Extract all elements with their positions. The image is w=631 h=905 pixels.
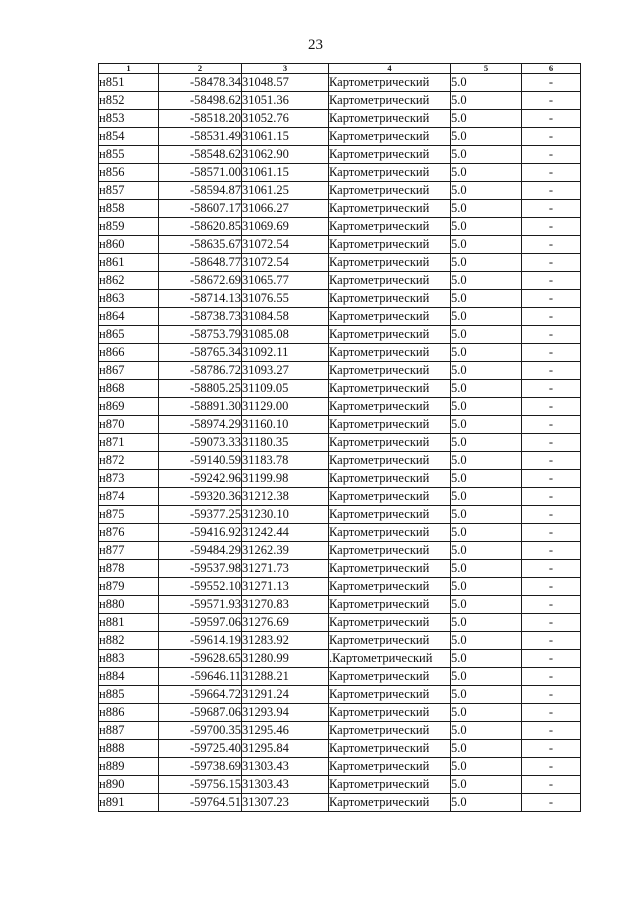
x-coordinate-cell: -58548.62 [159, 146, 242, 164]
note-cell: - [522, 740, 581, 758]
point-id-cell: н873 [99, 470, 159, 488]
point-id-cell: н886 [99, 704, 159, 722]
method-cell: Картометрический [329, 722, 451, 740]
y-coordinate-cell: 31076.55 [242, 290, 329, 308]
x-coordinate-cell: -59687.06 [159, 704, 242, 722]
table-row [99, 668, 581, 686]
precision-cell: 5.0 [451, 128, 522, 146]
precision-cell: 5.0 [451, 380, 522, 398]
table-row [99, 380, 581, 398]
method-cell: Картометрический [329, 218, 451, 236]
note-cell: - [522, 614, 581, 632]
point-id-cell: н859 [99, 218, 159, 236]
table-row [99, 776, 581, 794]
note-cell: - [522, 794, 581, 812]
table-row [99, 92, 581, 110]
method-cell: Картометрический [329, 200, 451, 218]
precision-cell: 5.0 [451, 344, 522, 362]
table-row [99, 308, 581, 326]
table-row [99, 470, 581, 488]
table-row [99, 344, 581, 362]
precision-cell: 5.0 [451, 488, 522, 506]
point-id-cell: н869 [99, 398, 159, 416]
note-cell: - [522, 578, 581, 596]
y-coordinate-cell: 31262.39 [242, 542, 329, 560]
method-cell: Картометрический [329, 326, 451, 344]
precision-cell: 5.0 [451, 542, 522, 560]
x-coordinate-cell: -59756.15 [159, 776, 242, 794]
table-row [99, 326, 581, 344]
x-coordinate-cell: -58738.73 [159, 308, 242, 326]
y-coordinate-cell: 31051.36 [242, 92, 329, 110]
y-coordinate-cell: 31092.11 [242, 344, 329, 362]
y-coordinate-cell: 31271.73 [242, 560, 329, 578]
point-id-cell: н883 [99, 650, 159, 668]
y-coordinate-cell: 31283.92 [242, 632, 329, 650]
column-header: 1 [99, 64, 159, 74]
x-coordinate-cell: -58786.72 [159, 362, 242, 380]
table-row [99, 272, 581, 290]
y-coordinate-cell: 31276.69 [242, 614, 329, 632]
x-coordinate-cell: -59664.72 [159, 686, 242, 704]
precision-cell: 5.0 [451, 686, 522, 704]
note-cell: - [522, 110, 581, 128]
table-row [99, 740, 581, 758]
y-coordinate-cell: 31230.10 [242, 506, 329, 524]
y-coordinate-cell: 31199.98 [242, 470, 329, 488]
precision-cell: 5.0 [451, 218, 522, 236]
y-coordinate-cell: 31291.24 [242, 686, 329, 704]
note-cell: - [522, 164, 581, 182]
point-id-cell: н878 [99, 560, 159, 578]
x-coordinate-cell: -59646.11 [159, 668, 242, 686]
precision-cell: 5.0 [451, 614, 522, 632]
note-cell: - [522, 668, 581, 686]
y-coordinate-cell: 31303.43 [242, 758, 329, 776]
note-cell: - [522, 524, 581, 542]
point-id-cell: н852 [99, 92, 159, 110]
point-id-cell: н854 [99, 128, 159, 146]
method-cell: Картометрический [329, 146, 451, 164]
method-cell: Картометрический [329, 380, 451, 398]
table-row [99, 506, 581, 524]
precision-cell: 5.0 [451, 740, 522, 758]
x-coordinate-cell: -59073.33 [159, 434, 242, 452]
precision-cell: 5.0 [451, 704, 522, 722]
note-cell: - [522, 362, 581, 380]
method-cell: Картометрический [329, 128, 451, 146]
y-coordinate-cell: 31093.27 [242, 362, 329, 380]
x-coordinate-cell: -59552.10 [159, 578, 242, 596]
x-coordinate-cell: -59416.92 [159, 524, 242, 542]
method-cell: Картометрический [329, 794, 451, 812]
method-cell: Картометрический [329, 632, 451, 650]
point-id-cell: н864 [99, 308, 159, 326]
y-coordinate-cell: 31295.84 [242, 740, 329, 758]
table-row [99, 236, 581, 254]
method-cell: Картометрический [329, 416, 451, 434]
x-coordinate-cell: -59725.40 [159, 740, 242, 758]
x-coordinate-cell: -58635.67 [159, 236, 242, 254]
method-cell: Картометрический [329, 488, 451, 506]
table-row [99, 794, 581, 812]
x-coordinate-cell: -59764.51 [159, 794, 242, 812]
note-cell: - [522, 218, 581, 236]
y-coordinate-cell: 31180.35 [242, 434, 329, 452]
method-cell: Картометрический [329, 596, 451, 614]
x-coordinate-cell: -59320.36 [159, 488, 242, 506]
y-coordinate-cell: 31242.44 [242, 524, 329, 542]
table-row [99, 722, 581, 740]
method-cell: Картометрический [329, 272, 451, 290]
y-coordinate-cell: 31062.90 [242, 146, 329, 164]
point-id-cell: н881 [99, 614, 159, 632]
y-coordinate-cell: 31270.83 [242, 596, 329, 614]
note-cell: - [522, 74, 581, 92]
x-coordinate-cell: -58607.17 [159, 200, 242, 218]
table-row [99, 398, 581, 416]
point-id-cell: н876 [99, 524, 159, 542]
x-coordinate-cell: -58672.69 [159, 272, 242, 290]
note-cell: - [522, 434, 581, 452]
table-row [99, 686, 581, 704]
point-id-cell: н857 [99, 182, 159, 200]
note-cell: - [522, 632, 581, 650]
y-coordinate-cell: 31069.69 [242, 218, 329, 236]
precision-cell: 5.0 [451, 650, 522, 668]
method-cell: Картометрический [329, 704, 451, 722]
point-id-cell: н856 [99, 164, 159, 182]
table-header-row [99, 64, 581, 74]
precision-cell: 5.0 [451, 308, 522, 326]
precision-cell: 5.0 [451, 722, 522, 740]
method-cell: Картометрический [329, 578, 451, 596]
precision-cell: 5.0 [451, 596, 522, 614]
x-coordinate-cell: -59738.69 [159, 758, 242, 776]
method-cell: Картометрический [329, 92, 451, 110]
precision-cell: 5.0 [451, 74, 522, 92]
y-coordinate-cell: 31061.15 [242, 164, 329, 182]
table-row [99, 200, 581, 218]
method-cell: Картометрический [329, 398, 451, 416]
note-cell: - [522, 326, 581, 344]
table-row [99, 488, 581, 506]
point-id-cell: н865 [99, 326, 159, 344]
y-coordinate-cell: 31066.27 [242, 200, 329, 218]
table-row [99, 542, 581, 560]
table-row [99, 632, 581, 650]
precision-cell: 5.0 [451, 254, 522, 272]
y-coordinate-cell: 31293.94 [242, 704, 329, 722]
y-coordinate-cell: 31303.43 [242, 776, 329, 794]
point-id-cell: н885 [99, 686, 159, 704]
precision-cell: 5.0 [451, 668, 522, 686]
x-coordinate-cell: -58531.49 [159, 128, 242, 146]
method-cell: Картометрический [329, 434, 451, 452]
y-coordinate-cell: 31212.38 [242, 488, 329, 506]
method-cell: Картометрический [329, 560, 451, 578]
y-coordinate-cell: 31061.25 [242, 182, 329, 200]
x-coordinate-cell: -58753.79 [159, 326, 242, 344]
page-number: 23 [308, 37, 323, 53]
x-coordinate-cell: -58974.29 [159, 416, 242, 434]
method-cell: Картометрический [329, 542, 451, 560]
method-cell: Картометрический [329, 344, 451, 362]
precision-cell: 5.0 [451, 758, 522, 776]
point-id-cell: н889 [99, 758, 159, 776]
point-id-cell: н877 [99, 542, 159, 560]
table-row [99, 524, 581, 542]
point-id-cell: н879 [99, 578, 159, 596]
point-id-cell: н872 [99, 452, 159, 470]
x-coordinate-cell: -59140.59 [159, 452, 242, 470]
precision-cell: 5.0 [451, 110, 522, 128]
note-cell: - [522, 380, 581, 398]
column-header: 3 [242, 64, 329, 74]
y-coordinate-cell: 31072.54 [242, 254, 329, 272]
note-cell: - [522, 542, 581, 560]
x-coordinate-cell: -59614.19 [159, 632, 242, 650]
precision-cell: 5.0 [451, 236, 522, 254]
note-cell: - [522, 272, 581, 290]
x-coordinate-cell: -58478.34 [159, 74, 242, 92]
precision-cell: 5.0 [451, 290, 522, 308]
note-cell: - [522, 704, 581, 722]
method-cell: Картометрический [329, 290, 451, 308]
y-coordinate-cell: 31072.54 [242, 236, 329, 254]
note-cell: - [522, 650, 581, 668]
method-cell: Картометрический [329, 686, 451, 704]
point-id-cell: н855 [99, 146, 159, 164]
y-coordinate-cell: 31109.05 [242, 380, 329, 398]
table-row [99, 578, 581, 596]
method-cell: Картометрический [329, 614, 451, 632]
point-id-cell: н888 [99, 740, 159, 758]
y-coordinate-cell: 31048.57 [242, 74, 329, 92]
table-row [99, 128, 581, 146]
point-id-cell: н866 [99, 344, 159, 362]
x-coordinate-cell: -59242.96 [159, 470, 242, 488]
point-id-cell: н861 [99, 254, 159, 272]
x-coordinate-cell: -59700.35 [159, 722, 242, 740]
note-cell: - [522, 470, 581, 488]
y-coordinate-cell: 31084.58 [242, 308, 329, 326]
y-coordinate-cell: 31280.99 [242, 650, 329, 668]
precision-cell: 5.0 [451, 146, 522, 164]
method-cell: Картометрический [329, 74, 451, 92]
y-coordinate-cell: 31295.46 [242, 722, 329, 740]
y-coordinate-cell: 31183.78 [242, 452, 329, 470]
y-coordinate-cell: 31065.77 [242, 272, 329, 290]
x-coordinate-cell: -58594.87 [159, 182, 242, 200]
table-row [99, 218, 581, 236]
point-id-cell: н880 [99, 596, 159, 614]
note-cell: - [522, 596, 581, 614]
table-row [99, 560, 581, 578]
x-coordinate-cell: -59484.29 [159, 542, 242, 560]
precision-cell: 5.0 [451, 470, 522, 488]
x-coordinate-cell: -59377.25 [159, 506, 242, 524]
precision-cell: 5.0 [451, 164, 522, 182]
precision-cell: 5.0 [451, 398, 522, 416]
precision-cell: 5.0 [451, 272, 522, 290]
method-cell: Картометрический [329, 758, 451, 776]
point-id-cell: н851 [99, 74, 159, 92]
x-coordinate-cell: -58518.20 [159, 110, 242, 128]
note-cell: - [522, 398, 581, 416]
method-cell: Картометрический [329, 524, 451, 542]
y-coordinate-cell: 31160.10 [242, 416, 329, 434]
column-header: 6 [522, 64, 581, 74]
table-row [99, 74, 581, 92]
column-header: 4 [329, 64, 451, 74]
point-id-cell: н890 [99, 776, 159, 794]
note-cell: - [522, 146, 581, 164]
note-cell: - [522, 416, 581, 434]
x-coordinate-cell: -58498.62 [159, 92, 242, 110]
precision-cell: 5.0 [451, 434, 522, 452]
precision-cell: 5.0 [451, 452, 522, 470]
precision-cell: 5.0 [451, 632, 522, 650]
table-row [99, 146, 581, 164]
y-coordinate-cell: 31307.23 [242, 794, 329, 812]
note-cell: - [522, 722, 581, 740]
method-cell: Картометрический [329, 740, 451, 758]
note-cell: - [522, 92, 581, 110]
precision-cell: 5.0 [451, 326, 522, 344]
point-id-cell: н863 [99, 290, 159, 308]
point-id-cell: н853 [99, 110, 159, 128]
table-row [99, 650, 581, 668]
point-id-cell: н874 [99, 488, 159, 506]
precision-cell: 5.0 [451, 776, 522, 794]
x-coordinate-cell: -58765.34 [159, 344, 242, 362]
table-row [99, 614, 581, 632]
method-cell: Картометрический [329, 362, 451, 380]
table-row [99, 596, 581, 614]
point-id-cell: н882 [99, 632, 159, 650]
method-cell: Картометрический [329, 668, 451, 686]
x-coordinate-cell: -58891.30 [159, 398, 242, 416]
point-id-cell: н871 [99, 434, 159, 452]
note-cell: - [522, 236, 581, 254]
x-coordinate-cell: -58620.85 [159, 218, 242, 236]
point-id-cell: н891 [99, 794, 159, 812]
x-coordinate-cell: -58648.77 [159, 254, 242, 272]
note-cell: - [522, 488, 581, 506]
table-row [99, 704, 581, 722]
y-coordinate-cell: 31271.13 [242, 578, 329, 596]
method-cell: Картометрический [329, 236, 451, 254]
method-cell: Картометрический [329, 470, 451, 488]
point-id-cell: н887 [99, 722, 159, 740]
x-coordinate-cell: -58714.13 [159, 290, 242, 308]
note-cell: - [522, 560, 581, 578]
precision-cell: 5.0 [451, 506, 522, 524]
method-cell: Картометрический [329, 776, 451, 794]
method-cell: Картометрический [329, 254, 451, 272]
point-id-cell: н870 [99, 416, 159, 434]
precision-cell: 5.0 [451, 560, 522, 578]
x-coordinate-cell: -59537.98 [159, 560, 242, 578]
note-cell: - [522, 200, 581, 218]
x-coordinate-cell: -59628.65 [159, 650, 242, 668]
method-cell: Картометрический [329, 164, 451, 182]
x-coordinate-cell: -59597.06 [159, 614, 242, 632]
note-cell: - [522, 254, 581, 272]
precision-cell: 5.0 [451, 182, 522, 200]
note-cell: - [522, 182, 581, 200]
note-cell: - [522, 344, 581, 362]
point-id-cell: н858 [99, 200, 159, 218]
coordinates-table [98, 63, 581, 812]
precision-cell: 5.0 [451, 200, 522, 218]
table-row [99, 164, 581, 182]
point-id-cell: н884 [99, 668, 159, 686]
table-row [99, 362, 581, 380]
table-row [99, 434, 581, 452]
y-coordinate-cell: 31061.15 [242, 128, 329, 146]
method-cell: Картометрический [329, 506, 451, 524]
precision-cell: 5.0 [451, 578, 522, 596]
note-cell: - [522, 308, 581, 326]
note-cell: - [522, 506, 581, 524]
precision-cell: 5.0 [451, 794, 522, 812]
table-row [99, 758, 581, 776]
x-coordinate-cell: -58805.25 [159, 380, 242, 398]
precision-cell: 5.0 [451, 524, 522, 542]
note-cell: - [522, 776, 581, 794]
note-cell: - [522, 290, 581, 308]
point-id-cell: н875 [99, 506, 159, 524]
point-id-cell: н868 [99, 380, 159, 398]
note-cell: - [522, 686, 581, 704]
precision-cell: 5.0 [451, 416, 522, 434]
y-coordinate-cell: 31129.00 [242, 398, 329, 416]
point-id-cell: н862 [99, 272, 159, 290]
table-row [99, 416, 581, 434]
method-cell: Картометрический [329, 182, 451, 200]
column-header: 2 [159, 64, 242, 74]
x-coordinate-cell: -58571.00 [159, 164, 242, 182]
note-cell: - [522, 128, 581, 146]
note-cell: - [522, 758, 581, 776]
y-coordinate-cell: 31052.76 [242, 110, 329, 128]
table-row [99, 254, 581, 272]
precision-cell: 5.0 [451, 92, 522, 110]
y-coordinate-cell: 31085.08 [242, 326, 329, 344]
column-header: 5 [451, 64, 522, 74]
method-cell: Картометрический [329, 110, 451, 128]
y-coordinate-cell: 31288.21 [242, 668, 329, 686]
table-row [99, 290, 581, 308]
table-row [99, 182, 581, 200]
point-id-cell: н860 [99, 236, 159, 254]
method-cell: Картометрический [329, 452, 451, 470]
point-id-cell: н867 [99, 362, 159, 380]
table-row [99, 452, 581, 470]
x-coordinate-cell: -59571.93 [159, 596, 242, 614]
table-row [99, 110, 581, 128]
method-cell: .Картометрический [329, 650, 451, 668]
precision-cell: 5.0 [451, 362, 522, 380]
method-cell: Картометрический [329, 308, 451, 326]
note-cell: - [522, 452, 581, 470]
